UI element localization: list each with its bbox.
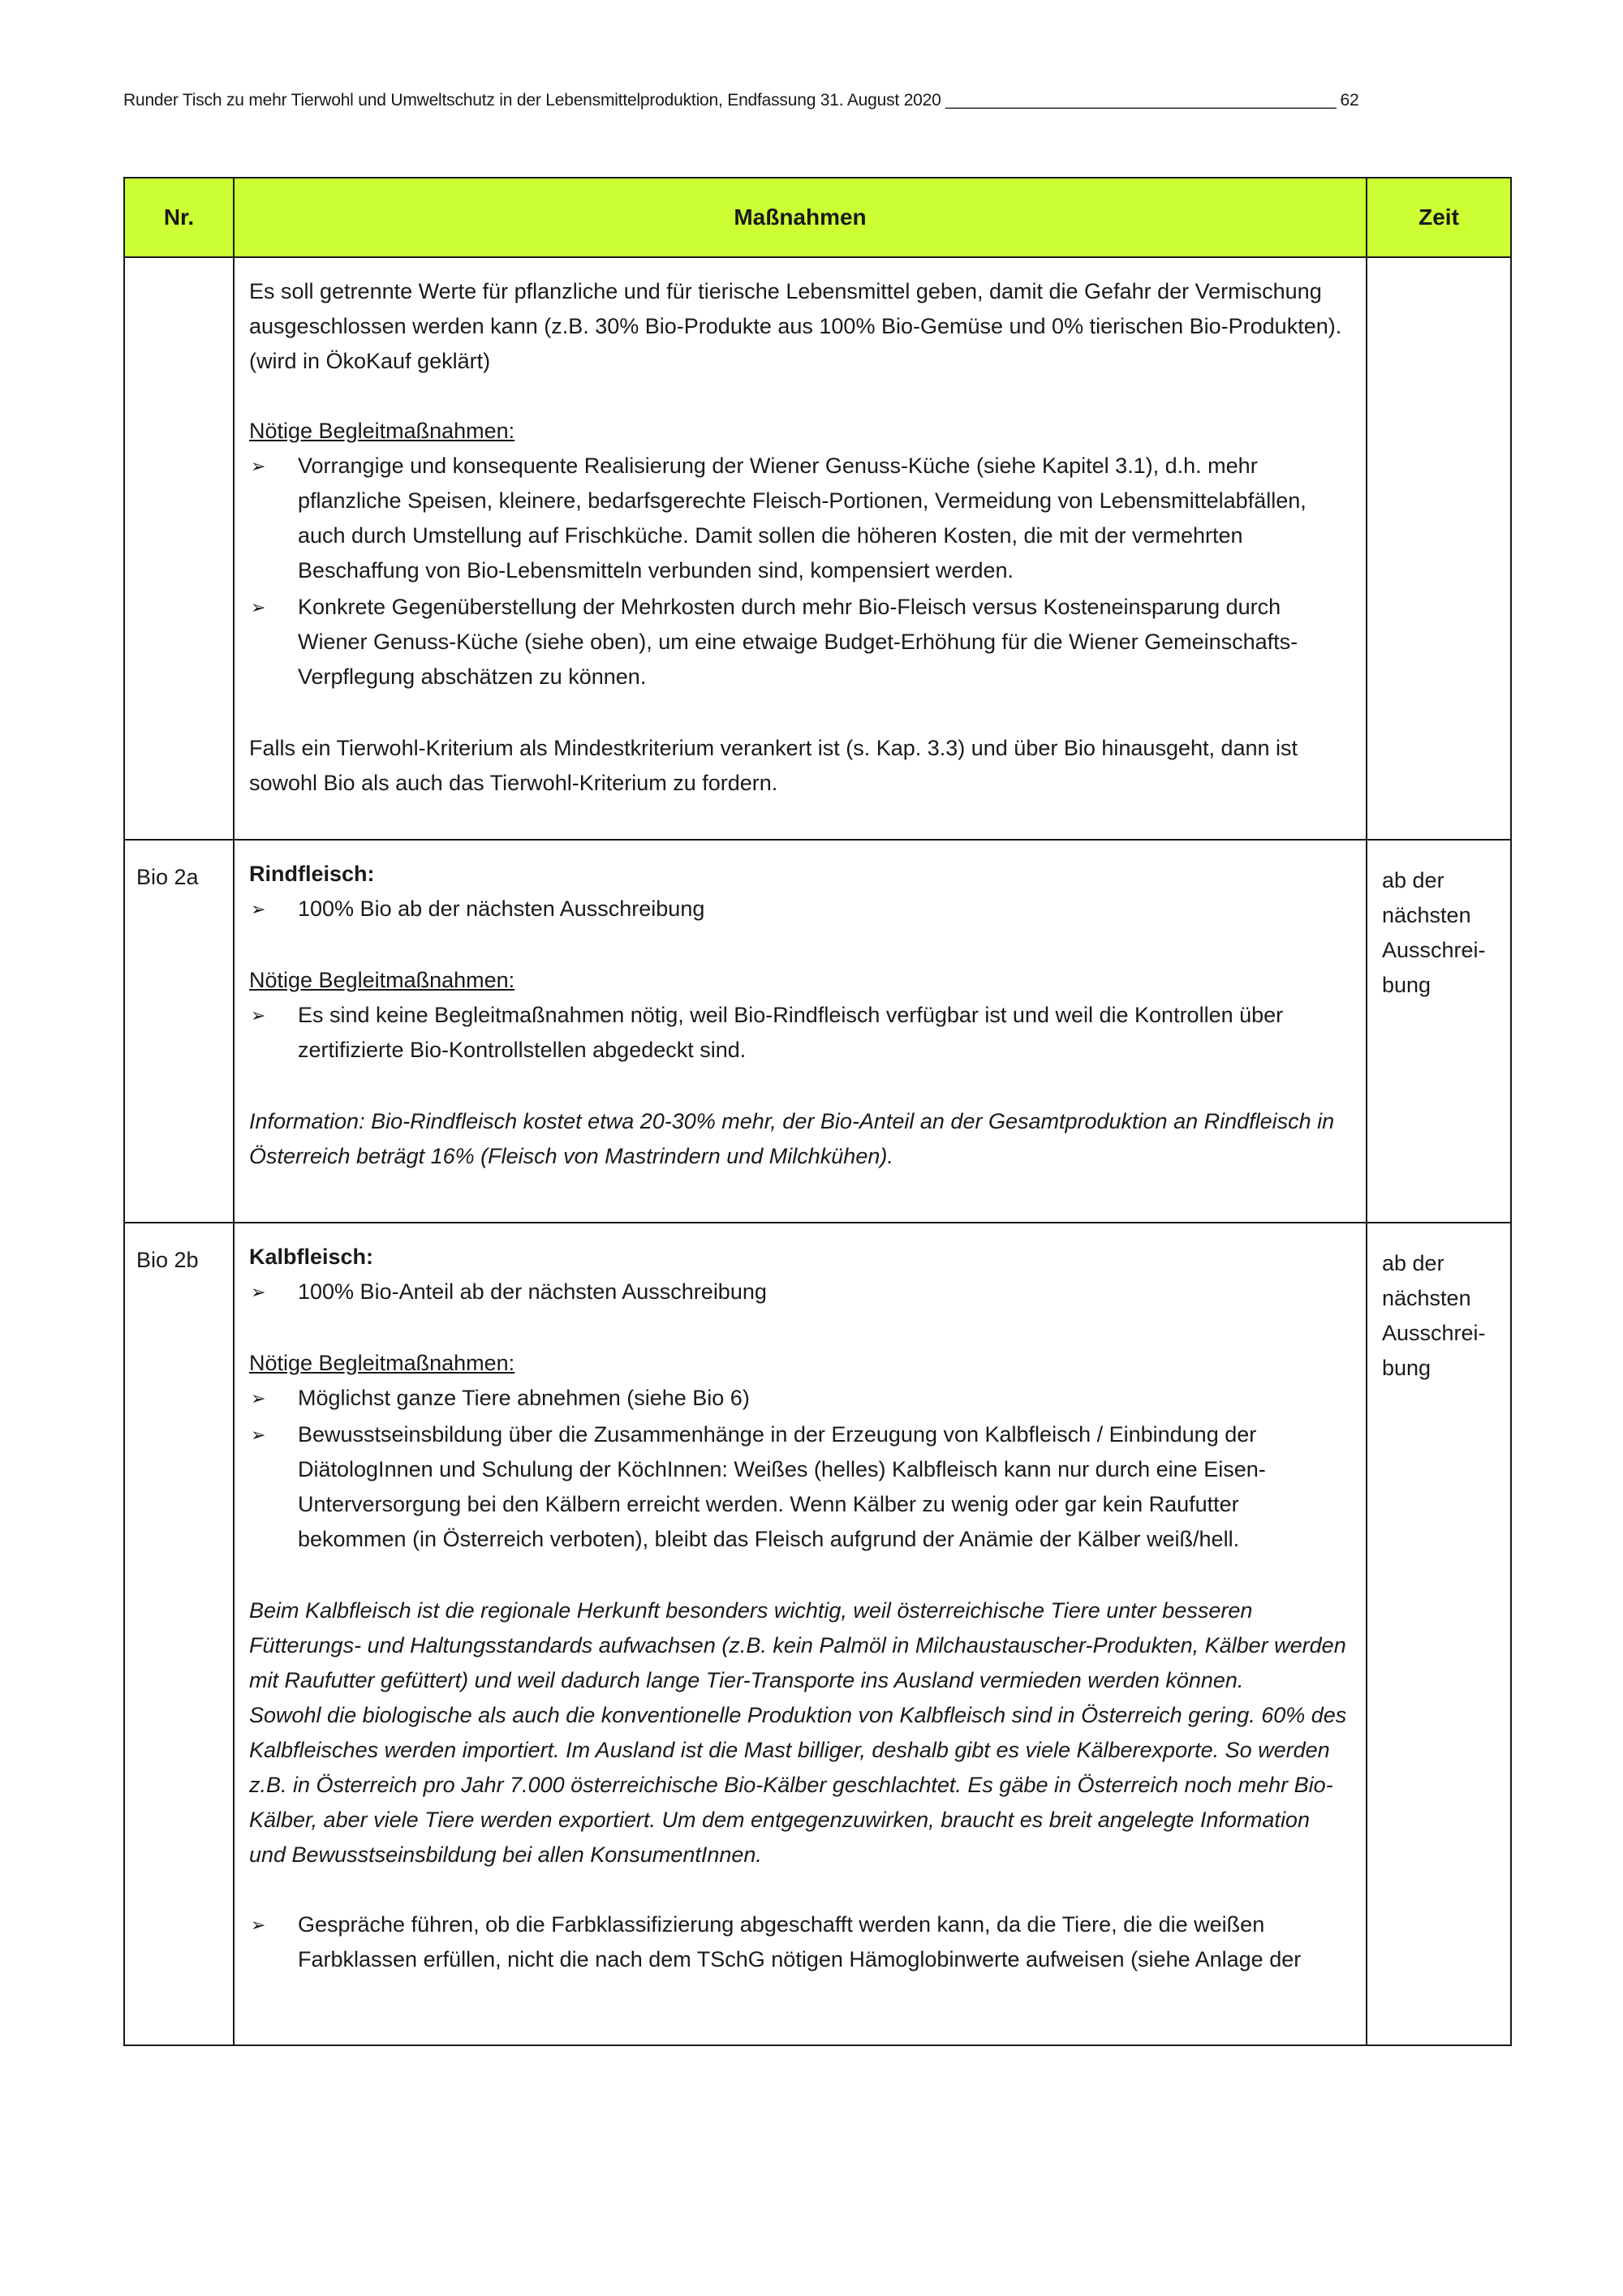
list-item: ➢ Gespräche führen, ob die Farbklassifizierung abgeschafft werden kann, da die Tiere, die die weißen Farbklassen erfüllen, nicht die nach dem TSchG nötigen Hämoglobinwerte aufweisen (siehe Anlage der	[249, 1907, 1351, 1977]
list-item: ➢ Vorrangige und konsequente Realisierung der Wiener Genuss-Küche (siehe Kapitel 3.1), d.h. mehr pflanzliche Speisen, kleinere, bedarfsgerechte Fleisch-Portionen, Vermeidung von Lebensmittelabfällen, auch durch Umstellung auf Frischküche. Damit sollen die höheren Kosten, die mit der vermehrten Beschaffung von Bio-Lebensmitteln verbunden sind, kompensiert werden.	[249, 449, 1351, 588]
measures-cell	[234, 257, 1367, 840]
list-item: ➢ Konkrete Gegenüberstellung der Mehrkosten durch mehr Bio-Fleisch versus Kosteneinsparung durch Wiener Genuss-Küche (siehe oben), um eine etwaige Budget-Erhöhung für die Wiener Gemeinschafts-Verpflegung abschätzen zu können.	[249, 590, 1351, 694]
page-number: 62	[1340, 91, 1359, 110]
bullet-list	[249, 1381, 1351, 1557]
header-rule: _____________________________________________	[945, 91, 1336, 110]
nr-cell: Bio 2b	[124, 1223, 234, 2045]
arrow-bullet-icon: ➢	[251, 1425, 266, 1445]
bullet-list	[249, 1907, 1351, 1977]
nr-cell: Bio 2a	[124, 840, 234, 1223]
list-item: ➢ 100% Bio-Anteil ab der nächsten Ausschreibung	[249, 1275, 1351, 1309]
time-text: ab der nächsten Ausschrei- bung	[1382, 1251, 1486, 1380]
row-heading: Kalbfleisch:	[249, 1245, 374, 1269]
arrow-bullet-icon: ➢	[251, 597, 266, 617]
list-item: ➢ 100% Bio ab der nächsten Ausschreibung	[249, 892, 1351, 927]
arrow-bullet-icon: ➢	[251, 456, 266, 476]
bullet-list	[249, 1275, 1351, 1309]
running-title: Runder Tisch zu mehr Tierwohl und Umweltschutz in der Lebensmittelproduktion, Endfassung 31. August 2020	[123, 91, 941, 110]
running-header	[123, 91, 1389, 110]
subheading: Nötige Begleitmaßnahmen:	[249, 419, 515, 443]
time-text: ab der nächsten Ausschrei- bung	[1382, 868, 1486, 997]
bullet-list	[249, 892, 1351, 927]
bullet-list	[249, 998, 1351, 1068]
measures-cell	[234, 1223, 1367, 2045]
subheading: Nötige Begleitmaßnahmen:	[249, 968, 515, 992]
arrow-bullet-icon: ➢	[251, 1282, 266, 1302]
subheading: Nötige Begleitmaßnahmen:	[249, 1351, 515, 1375]
column-header-nr: Nr.	[124, 178, 234, 257]
paragraph: Falls ein Tierwohl-Kriterium als Mindestkriterium verankert ist (s. Kap. 3.3) und über Bio hinausgeht, dann ist sowohl Bio als auch das Tierwohl-Kriterium zu fordern.	[249, 736, 1298, 795]
italic-paragraph: Sowohl die biologische als auch die konventionelle Produktion von Kalbfleisch sind in Österreich gering. 60% des Kalbfleisches werden importiert. Im Ausland ist die Mast billiger, deshalb gibt es viele Kälberexporte. So werden z.B. in Österreich pro Jahr 7.000 österreichische Bio-Kälber geschlachtet. Es gäbe in Österreich noch mehr Bio-Kälber, aber viele Tiere werden exportiert. Um dem entgegenzuwirken, braucht es breit angelegte Information und Bewusstseinsbildung bei allen KonsumentInnen.	[249, 1703, 1347, 1867]
column-header-measures: Maßnahmen	[234, 178, 1367, 257]
list-item: ➢ Bewusstseinsbildung über die Zusammenhänge in der Erzeugung von Kalbfleisch / Einbindung der DiätologInnen und Schulung der KöchInnen: Weißes (helles) Kalbfleisch kann nur durch eine Eisen-Unterversorgung bei den Kälbern erreicht werden. Wenn Kälber zu wenig oder gar kein Raufutter bekommen (in Österreich verboten), bleibt das Fleisch aufgrund der Anämie der Kälber weiß/hell.	[249, 1417, 1351, 1557]
arrow-bullet-icon: ➢	[251, 1005, 266, 1025]
table-row	[124, 257, 1511, 840]
column-header-time: Zeit	[1367, 178, 1511, 257]
measures-table	[123, 177, 1512, 2046]
paragraph: Es soll getrennte Werte für pflanzliche und für tierische Lebensmittel geben, damit die Gefahr der Vermischung ausgeschlossen werden kann (z.B. 30% Bio-Produkte aus 100% Bio-Gemüse und 0% tierischen Bio-Produkten). (wird in ÖkoKauf geklärt)	[249, 279, 1342, 373]
table-row	[124, 1223, 1511, 2045]
bullet-list	[249, 449, 1351, 694]
italic-paragraph: Beim Kalbfleisch ist die regionale Herkunft besonders wichtig, weil österreichische Tiere unter besseren Fütterungs- und Haltungsstandards aufwachsen (z.B. kein Palmöl in Milchaustauscher-Produkten, Kälber werden mit Raufutter gefüttert) und weil dadurch lange Tier-Transporte ins Ausland vermieden werden können.	[249, 1598, 1346, 1692]
table-header-row	[124, 178, 1511, 257]
measures-cell	[234, 840, 1367, 1223]
arrow-bullet-icon: ➢	[251, 899, 266, 919]
time-cell	[1367, 1223, 1511, 2045]
list-item: ➢ Es sind keine Begleitmaßnahmen nötig, weil Bio-Rindfleisch verfügbar ist und weil die Kontrollen über zertifizierte Bio-Kontrollstellen abgedeckt sind.	[249, 998, 1351, 1068]
time-cell	[1367, 257, 1511, 840]
arrow-bullet-icon: ➢	[251, 1915, 266, 1935]
list-item: ➢ Möglichst ganze Tiere abnehmen (siehe Bio 6)	[249, 1381, 1351, 1416]
table-row	[124, 840, 1511, 1223]
time-cell	[1367, 840, 1511, 1223]
row-heading: Rindfleisch:	[249, 862, 375, 886]
nr-cell	[124, 257, 234, 840]
arrow-bullet-icon: ➢	[251, 1388, 266, 1408]
info-paragraph: Information: Bio-Rindfleisch kostet etwa 20-30% mehr, der Bio-Anteil an der Gesamtproduktion an Rindfleisch in Österreich beträgt 16% (Fleisch von Mastrindern und Milchkühen).	[249, 1109, 1335, 1168]
